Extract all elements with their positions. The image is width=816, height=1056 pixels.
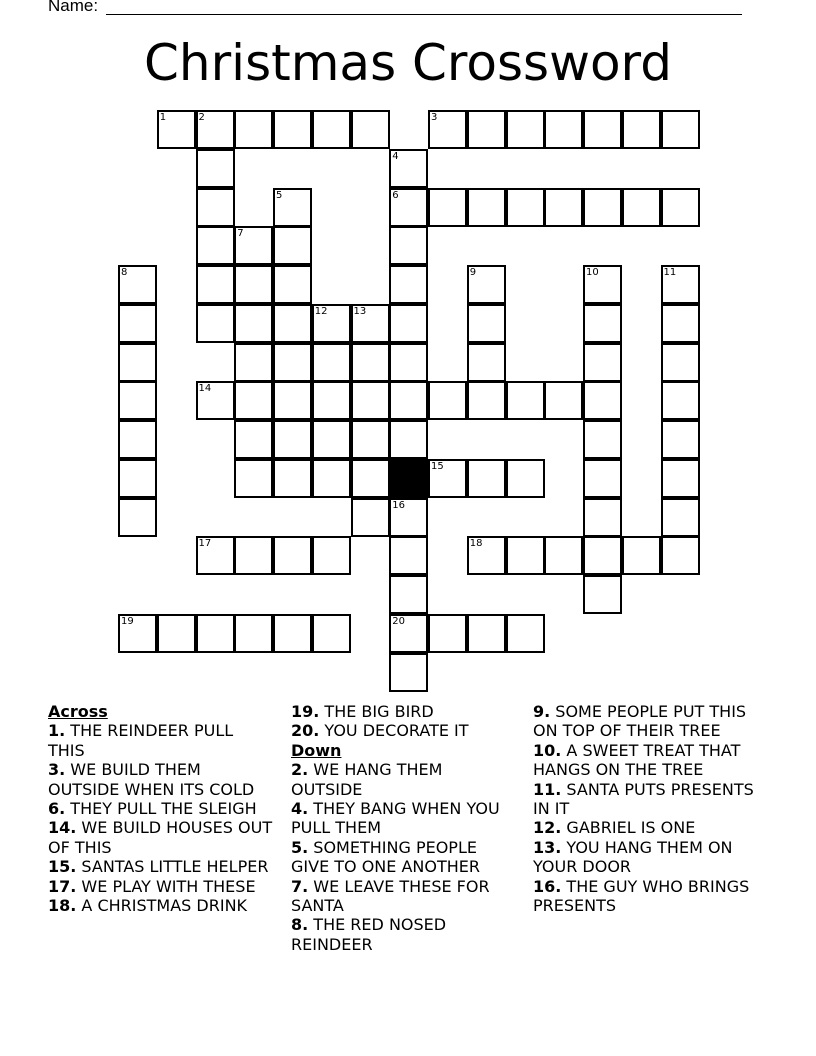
grid-cell[interactable] xyxy=(118,304,157,343)
grid-cell[interactable] xyxy=(661,188,700,227)
grid-cell[interactable] xyxy=(157,614,196,653)
grid-cell[interactable] xyxy=(273,420,312,459)
grid-cell[interactable] xyxy=(118,381,157,420)
clue-number: 2 xyxy=(198,112,205,123)
down-clue-list-continued xyxy=(533,702,773,915)
clue-number-label: 20. xyxy=(291,721,320,741)
across-clue-list-continued xyxy=(291,702,516,741)
grid-cell[interactable] xyxy=(506,381,545,420)
grid-cell[interactable] xyxy=(351,498,390,537)
clue-number-label: 16. xyxy=(533,876,562,896)
clue-number-label: 4. xyxy=(291,799,309,819)
grid-cell[interactable] xyxy=(234,265,273,304)
grid-cell[interactable] xyxy=(467,110,506,149)
grid-cell[interactable] xyxy=(622,536,661,575)
clue-number: 16 xyxy=(392,499,405,511)
grid-cell[interactable] xyxy=(661,459,700,498)
grid-cell[interactable] xyxy=(196,188,235,227)
clue-text: THE BIG BIRD xyxy=(319,702,434,721)
clue-text: SANTAS LITTLE HELPER xyxy=(76,857,269,877)
clue-number-label: 3. xyxy=(48,760,66,780)
down-clue xyxy=(533,838,773,877)
grid-cell[interactable] xyxy=(234,536,273,575)
clue-number: 17 xyxy=(198,538,212,550)
clue-number: 15 xyxy=(431,460,444,472)
grid-cell[interactable] xyxy=(428,614,467,653)
clues-column-1 xyxy=(48,702,273,915)
down-clue xyxy=(291,760,516,799)
grid-cell[interactable] xyxy=(544,110,583,149)
clue-number: 9 xyxy=(469,267,477,278)
grid-cell[interactable] xyxy=(196,265,235,304)
grid-cell[interactable] xyxy=(506,110,545,149)
grid-cell[interactable] xyxy=(234,420,273,459)
grid-cell[interactable] xyxy=(506,614,545,653)
grid-cell[interactable] xyxy=(351,459,390,498)
grid-cell[interactable] xyxy=(583,420,622,459)
clue-number: 1 xyxy=(159,112,167,123)
down-clue-list xyxy=(291,760,516,954)
grid-cell[interactable] xyxy=(351,110,390,149)
grid-cell[interactable] xyxy=(661,536,700,575)
grid-cell[interactable] xyxy=(196,536,235,575)
down-clue xyxy=(291,877,516,916)
grid-cell[interactable] xyxy=(118,459,157,498)
across-clue xyxy=(48,818,273,857)
grid-cell[interactable] xyxy=(467,343,506,382)
page-title: Christmas Crossword xyxy=(144,34,672,92)
grid-cell[interactable] xyxy=(661,110,700,149)
grid-cell[interactable] xyxy=(234,226,273,265)
across-clue xyxy=(48,760,273,799)
grid-cell[interactable] xyxy=(467,265,506,304)
name-label: Name: xyxy=(48,0,99,15)
grid-cell[interactable] xyxy=(273,343,312,382)
clue-number-label: 8. xyxy=(291,915,309,935)
down-clue xyxy=(533,877,773,916)
grid-cell[interactable] xyxy=(118,265,157,304)
across-clue xyxy=(48,799,273,818)
grid-cell[interactable] xyxy=(506,459,545,498)
grid-cell[interactable] xyxy=(583,459,622,498)
across-clue xyxy=(48,877,273,896)
across-heading: Across xyxy=(48,702,108,721)
clue-number-label: 2. xyxy=(291,760,309,780)
clue-number-label: 9. xyxy=(533,702,551,721)
clue-number-label: 11. xyxy=(533,779,562,799)
clue-text: SOME PEOPLE PUT THIS ON TOP OF THEIR TREE xyxy=(533,702,747,741)
grid-cell[interactable] xyxy=(389,575,428,614)
grid-cell[interactable] xyxy=(583,110,622,149)
clue-number: 18 xyxy=(469,538,483,550)
grid-cell[interactable] xyxy=(428,188,467,227)
clue-number-label: 1. xyxy=(48,721,66,741)
grid-cell[interactable] xyxy=(312,536,351,575)
clue-text: A CHRISTMAS DRINK xyxy=(76,896,248,916)
grid-cell[interactable] xyxy=(389,536,428,575)
grid-cell[interactable] xyxy=(583,265,622,304)
clue-number: 4 xyxy=(392,150,399,162)
down-clue xyxy=(291,915,516,954)
grid-cell[interactable] xyxy=(273,614,312,653)
clue-number: 8 xyxy=(121,267,128,278)
grid-cell[interactable] xyxy=(351,381,390,420)
grid-cell[interactable] xyxy=(312,420,351,459)
down-clue xyxy=(533,818,773,837)
clues-column-3 xyxy=(533,702,773,915)
grid-cell[interactable] xyxy=(273,226,312,265)
grid-cell[interactable] xyxy=(544,536,583,575)
clue-text: THE RED NOSED REINDEER xyxy=(291,915,447,954)
grid-cell[interactable] xyxy=(389,188,428,227)
grid-cell[interactable] xyxy=(118,614,157,653)
clue-number-label: 7. xyxy=(291,876,309,896)
grid-cell[interactable] xyxy=(467,614,506,653)
across-clue xyxy=(48,721,273,760)
clue-number: 10 xyxy=(586,267,599,278)
grid-cell[interactable] xyxy=(661,343,700,382)
grid-cell[interactable] xyxy=(273,304,312,343)
clue-number-label: 15. xyxy=(48,857,77,877)
grid-cell[interactable] xyxy=(196,226,235,265)
grid-cell[interactable] xyxy=(467,536,506,575)
clue-number-label: 6. xyxy=(48,799,66,819)
grid-cell[interactable] xyxy=(544,188,583,227)
grid-cell[interactable] xyxy=(389,149,428,188)
grid-cell[interactable] xyxy=(351,343,390,382)
across-clue xyxy=(48,857,273,876)
clue-number: 14 xyxy=(198,383,212,395)
down-heading: Down xyxy=(291,740,342,760)
grid-cell[interactable] xyxy=(661,381,700,420)
grid-cell[interactable] xyxy=(389,653,428,692)
grid-cell[interactable] xyxy=(312,381,351,420)
clue-number: 12 xyxy=(314,305,328,317)
grid-cell[interactable] xyxy=(273,459,312,498)
clue-text: SANTA PUTS PRESENTS IN IT xyxy=(533,779,754,819)
clue-text: THEY BANG WHEN YOU PULL THEM xyxy=(291,799,500,838)
grid-cell[interactable] xyxy=(234,343,273,382)
grid-cell[interactable] xyxy=(273,536,312,575)
grid-cell[interactable] xyxy=(351,304,390,343)
grid-cell[interactable] xyxy=(661,265,700,304)
grid-cell[interactable] xyxy=(622,110,661,149)
grid-cell[interactable] xyxy=(234,110,273,149)
clue-text: WE LEAVE THESE FOR SANTA xyxy=(291,876,490,916)
down-clue xyxy=(533,702,773,741)
clue-text: WE BUILD HOUSES OUT OF THIS xyxy=(48,818,273,857)
clue-number-label: 18. xyxy=(48,896,77,916)
grid-cell[interactable] xyxy=(273,381,312,420)
clue-number-label: 13. xyxy=(533,837,562,857)
grid-cell[interactable] xyxy=(389,304,428,343)
grid-cell[interactable] xyxy=(234,614,273,653)
grid-cell[interactable] xyxy=(467,459,506,498)
across-clue-list xyxy=(48,721,273,915)
grid-cell[interactable] xyxy=(661,420,700,459)
clue-text: A SWEET TREAT THAT HANGS ON THE TREE xyxy=(533,740,741,780)
grid-cell[interactable] xyxy=(273,110,312,149)
grid-cell[interactable] xyxy=(389,420,428,459)
across-clue xyxy=(291,721,516,740)
clue-number: 13 xyxy=(353,305,367,317)
grid-cell[interactable] xyxy=(118,343,157,382)
grid-cell[interactable] xyxy=(622,188,661,227)
grid-cell[interactable] xyxy=(196,149,235,188)
grid-cell[interactable] xyxy=(661,304,700,343)
grid-cell[interactable] xyxy=(234,459,273,498)
grid-cell[interactable] xyxy=(428,381,467,420)
clue-text: SOMETHING PEOPLE GIVE TO ONE ANOTHER xyxy=(291,837,481,877)
clue-text: WE BUILD THEM OUTSIDE WHEN ITS COLD xyxy=(48,760,255,799)
clue-number: 7 xyxy=(237,228,244,240)
grid-cell[interactable] xyxy=(428,110,467,149)
clue-text: YOU DECORATE IT xyxy=(319,721,469,741)
grid-cell[interactable] xyxy=(389,226,428,265)
grid-cell[interactable] xyxy=(583,304,622,343)
grid-cell[interactable] xyxy=(428,459,467,498)
clue-text: THE REINDEER PULL THIS xyxy=(48,721,234,760)
grid-cell[interactable] xyxy=(389,343,428,382)
clue-text: GABRIEL IS ONE xyxy=(561,818,696,838)
across-clue xyxy=(48,896,273,915)
grid-cell[interactable] xyxy=(544,381,583,420)
clue-number-label: 17. xyxy=(48,876,77,896)
clue-text: WE HANG THEM OUTSIDE xyxy=(291,760,443,799)
clue-number: 11 xyxy=(663,267,677,278)
grid-cell[interactable] xyxy=(389,498,428,537)
grid-cell[interactable] xyxy=(467,381,506,420)
clue-number-label: 10. xyxy=(533,740,562,760)
grid-cell[interactable] xyxy=(583,343,622,382)
grid-cell[interactable] xyxy=(196,614,235,653)
grid-cell[interactable] xyxy=(506,188,545,227)
grid-cell[interactable] xyxy=(234,304,273,343)
clue-number-label: 5. xyxy=(291,837,309,857)
grid-cell[interactable] xyxy=(234,381,273,420)
grid-cell[interactable] xyxy=(467,304,506,343)
down-clue xyxy=(533,780,773,819)
grid-cell[interactable] xyxy=(312,304,351,343)
grid-cell[interactable] xyxy=(273,265,312,304)
grid-cell[interactable] xyxy=(583,575,622,614)
grid-cell[interactable] xyxy=(118,420,157,459)
clue-text: THEY PULL THE SLEIGH xyxy=(65,799,257,819)
grid-cell[interactable] xyxy=(583,536,622,575)
clue-number: 3 xyxy=(431,112,438,123)
down-clue xyxy=(291,799,516,838)
grid-cell[interactable] xyxy=(583,381,622,420)
grid-cell[interactable] xyxy=(196,110,235,149)
grid-cell[interactable] xyxy=(351,420,390,459)
grid-cell[interactable] xyxy=(157,110,196,149)
down-clue xyxy=(291,838,516,877)
clue-number-label: 14. xyxy=(48,818,77,838)
grid-cell[interactable] xyxy=(389,265,428,304)
grid-cell[interactable] xyxy=(661,498,700,537)
grid-cell[interactable] xyxy=(118,498,157,537)
clue-number-label: 19. xyxy=(291,702,320,721)
grid-cell[interactable] xyxy=(467,188,506,227)
clue-number: 5 xyxy=(276,189,283,201)
clue-number: 6 xyxy=(392,189,399,201)
clues-column-2 xyxy=(291,702,516,954)
grid-cell[interactable] xyxy=(312,110,351,149)
grid-cell[interactable] xyxy=(196,304,235,343)
grid-cell[interactable] xyxy=(196,381,235,420)
black-square xyxy=(389,459,428,498)
clue-number: 20 xyxy=(392,615,405,627)
grid-cell[interactable] xyxy=(389,614,428,653)
clue-text: WE PLAY WITH THESE xyxy=(76,876,256,896)
grid-cell[interactable] xyxy=(389,381,428,420)
grid-cell[interactable] xyxy=(583,498,622,537)
clue-text: THE GUY WHO BRINGS PRESENTS xyxy=(533,876,750,916)
grid-cell[interactable] xyxy=(312,343,351,382)
across-clue xyxy=(291,702,516,721)
grid-cell[interactable] xyxy=(273,188,312,227)
down-clue xyxy=(533,741,773,780)
grid-cell[interactable] xyxy=(506,536,545,575)
clue-text: YOU HANG THEM ON YOUR DOOR xyxy=(533,837,733,877)
clue-number: 19 xyxy=(121,615,134,627)
grid-cell[interactable] xyxy=(312,459,351,498)
clue-number-label: 12. xyxy=(533,818,562,838)
grid-cell[interactable] xyxy=(312,614,351,653)
grid-cell[interactable] xyxy=(583,188,622,227)
